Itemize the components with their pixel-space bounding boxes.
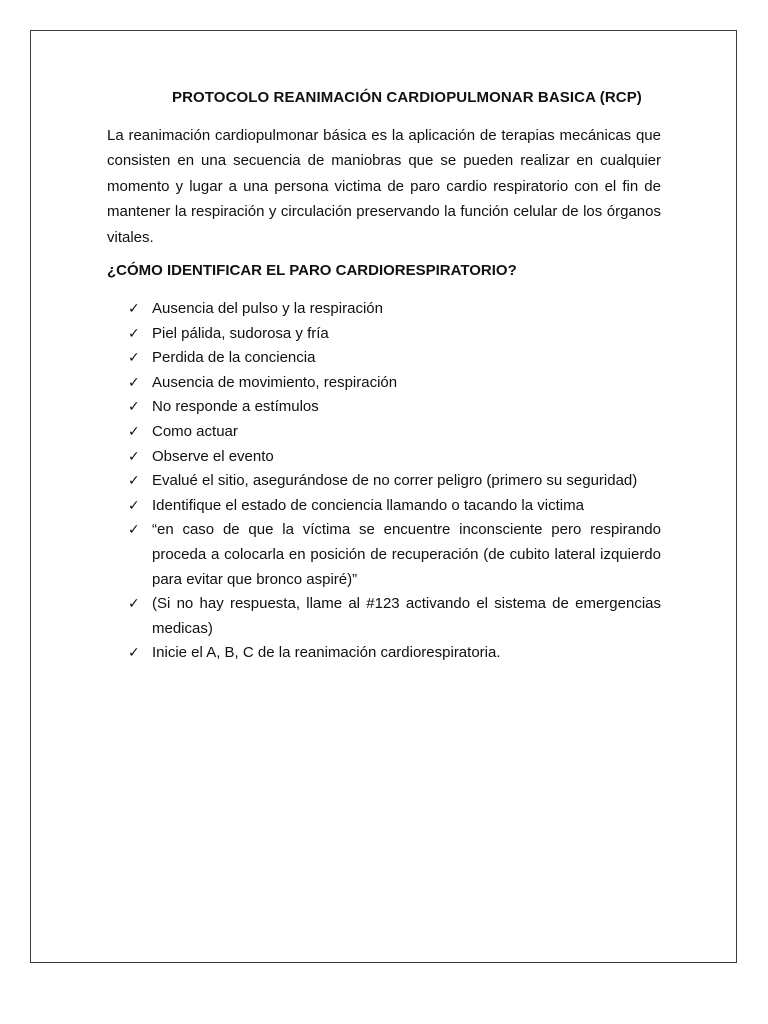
intro-paragraph: La reanimación cardiopulmonar básica es la aplicación de terapias mecánicas que consisten en una secuencia de maniobras que se pueden realizar en cualquier momento y lugar a una persona victima de paro cardio respiratorio con el fin de mantener la respiración y circulación preservando la función celular de los órganos vitales. bbox=[107, 127, 661, 246]
checklist-item bbox=[128, 518, 661, 592]
checklist-item-text: Identifique el estado de conciencia llamando o tacando la victima bbox=[152, 496, 584, 514]
checklist-item-text: Piel pálida, sudorosa y fría bbox=[152, 324, 329, 342]
checkmark-icon: ✓ bbox=[128, 350, 140, 367]
checkmark-icon: ✓ bbox=[128, 325, 140, 342]
checklist-item bbox=[128, 420, 661, 445]
checklist-item bbox=[128, 395, 661, 420]
checklist-item-text: Como actuar bbox=[152, 422, 238, 440]
checklist-item-text: Inicie el A, B, C de la reanimación cardiorespiratoria. bbox=[152, 644, 501, 662]
checklist-item-text: Evalué el sitio, asegurándose de no correr peligro (primero su seguridad) bbox=[152, 472, 638, 490]
checklist-item-text: “en caso de que la víctima se encuentre inconsciente pero respirando proceda a colocarla en posición de recuperación (de cubito lateral izquierdo para evitar que bronco aspiré)” bbox=[152, 521, 661, 588]
checklist-item bbox=[128, 641, 661, 666]
checklist-item bbox=[128, 297, 661, 322]
checklist-item bbox=[128, 592, 661, 641]
checkmark-icon: ✓ bbox=[128, 497, 140, 514]
checkmark-icon: ✓ bbox=[128, 522, 140, 539]
checklist-item-text: Perdida de la conciencia bbox=[152, 349, 316, 367]
checklist-item-text: No responde a estímulos bbox=[152, 398, 319, 416]
checkmark-icon: ✓ bbox=[128, 374, 140, 391]
checklist-item bbox=[128, 322, 661, 347]
checklist-item-text: Ausencia del pulso y la respiración bbox=[152, 300, 383, 317]
checklist-item bbox=[128, 469, 661, 494]
checklist-item bbox=[128, 494, 661, 519]
checkmark-icon: ✓ bbox=[128, 645, 140, 662]
checkmark-icon: ✓ bbox=[128, 399, 140, 416]
section-heading: ¿CÓMO IDENTIFICAR EL PARO CARDIORESPIRATORIO? bbox=[107, 262, 517, 279]
checkmark-icon: ✓ bbox=[128, 301, 140, 317]
checklist-item-text: Ausencia de movimiento, respiración bbox=[152, 373, 398, 391]
checkmark-icon: ✓ bbox=[128, 473, 140, 490]
checkmark-icon: ✓ bbox=[128, 596, 140, 613]
symptom-checklist bbox=[128, 297, 661, 666]
checklist-item-text: (Si no hay respuesta, llame al #123 activando el sistema de emergencias medicas) bbox=[152, 595, 661, 637]
checklist-item-text: Observe el evento bbox=[152, 447, 274, 465]
checklist-item bbox=[128, 346, 661, 371]
checkmark-icon: ✓ bbox=[128, 448, 140, 465]
checklist-item bbox=[128, 371, 661, 396]
checklist-item bbox=[128, 445, 661, 470]
checkmark-icon: ✓ bbox=[128, 423, 140, 440]
document-title: PROTOCOLO REANIMACIÓN CARDIOPULMONAR BASICA (RCP) bbox=[172, 89, 642, 106]
